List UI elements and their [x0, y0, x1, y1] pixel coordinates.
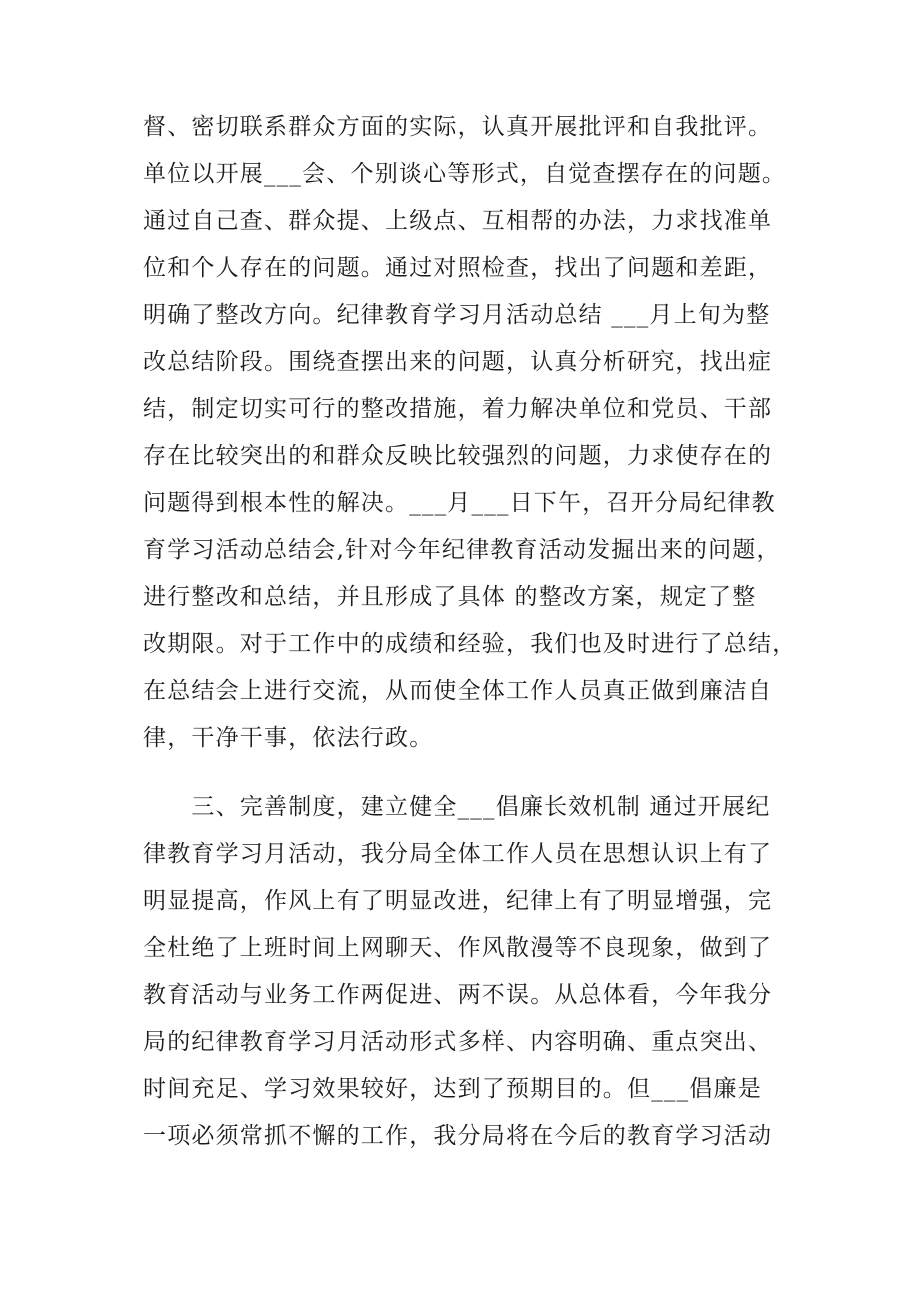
text-line: 一项必须常抓不懈的工作，我分局将在今后的教育学习活动	[143, 1123, 773, 1149]
text-line: 明确了整改方向。纪律教育学习月活动总结 ___月上旬为整	[143, 302, 771, 328]
text-line: 位和个人存在的问题。通过对照检查，找出了问题和差距，	[143, 255, 773, 281]
text-line: 问题得到根本性的解决。___月___日下午，召开分局纪律教	[143, 490, 776, 516]
text-line: 督、密切联系群众方面的实际，认真开展批评和自我批评。	[143, 114, 773, 140]
text-line: 改总结阶段。围绕查摆出来的问题，认真分析研究，找出症	[143, 349, 773, 375]
text-line: 结，制定切实可行的整改措施，着力解决单位和党员、干部	[143, 396, 773, 422]
text-line: 育学习活动总结会,针对今年纪律教育活动发掘出来的问题，	[143, 537, 781, 563]
text-line: 改期限。对于工作中的成绩和经验，我们也及时进行了总结，	[143, 631, 797, 657]
text-line: 存在比较突出的和群众反映比较强烈的问题，力求使存在的	[143, 443, 773, 469]
text-line: 在总结会上进行交流，从而使全体工作人员真正做到廉洁自	[143, 678, 773, 704]
text-line: 律，干净干事，依法行政。	[143, 725, 434, 751]
text-line: 教育活动与业务工作两促进、两不误。从总体看，今年我分	[143, 982, 773, 1008]
text-line: 通过自己查、群众提、上级点、互相帮的办法，力求找准单	[143, 208, 773, 234]
text-line: 律教育学习月活动，我分局全体工作人员在思想认识上有了	[143, 841, 773, 867]
text-line: 进行整改和总结，并且形成了具体 的整改方案，规定了整	[143, 584, 757, 610]
text-line: 全杜绝了上班时间上网聊天、作风散漫等不良现象，做到了	[143, 935, 773, 961]
text-line: 局的纪律教育学习月活动形式多样、内容明确、重点突出、	[143, 1029, 773, 1055]
text-line: 明显提高，作风上有了明显改进，纪律上有了明显增强，完	[143, 888, 773, 914]
text-line: 时间充足、学习效果较好，达到了预期目的。但___倡廉是	[143, 1076, 762, 1102]
section-heading-line: 三、完善制度，建立健全___倡廉长效机制 通过开展纪	[143, 794, 771, 820]
text-line: 单位以开展___会、个别谈心等形式，自觉查摆存在的问题。	[143, 161, 787, 187]
